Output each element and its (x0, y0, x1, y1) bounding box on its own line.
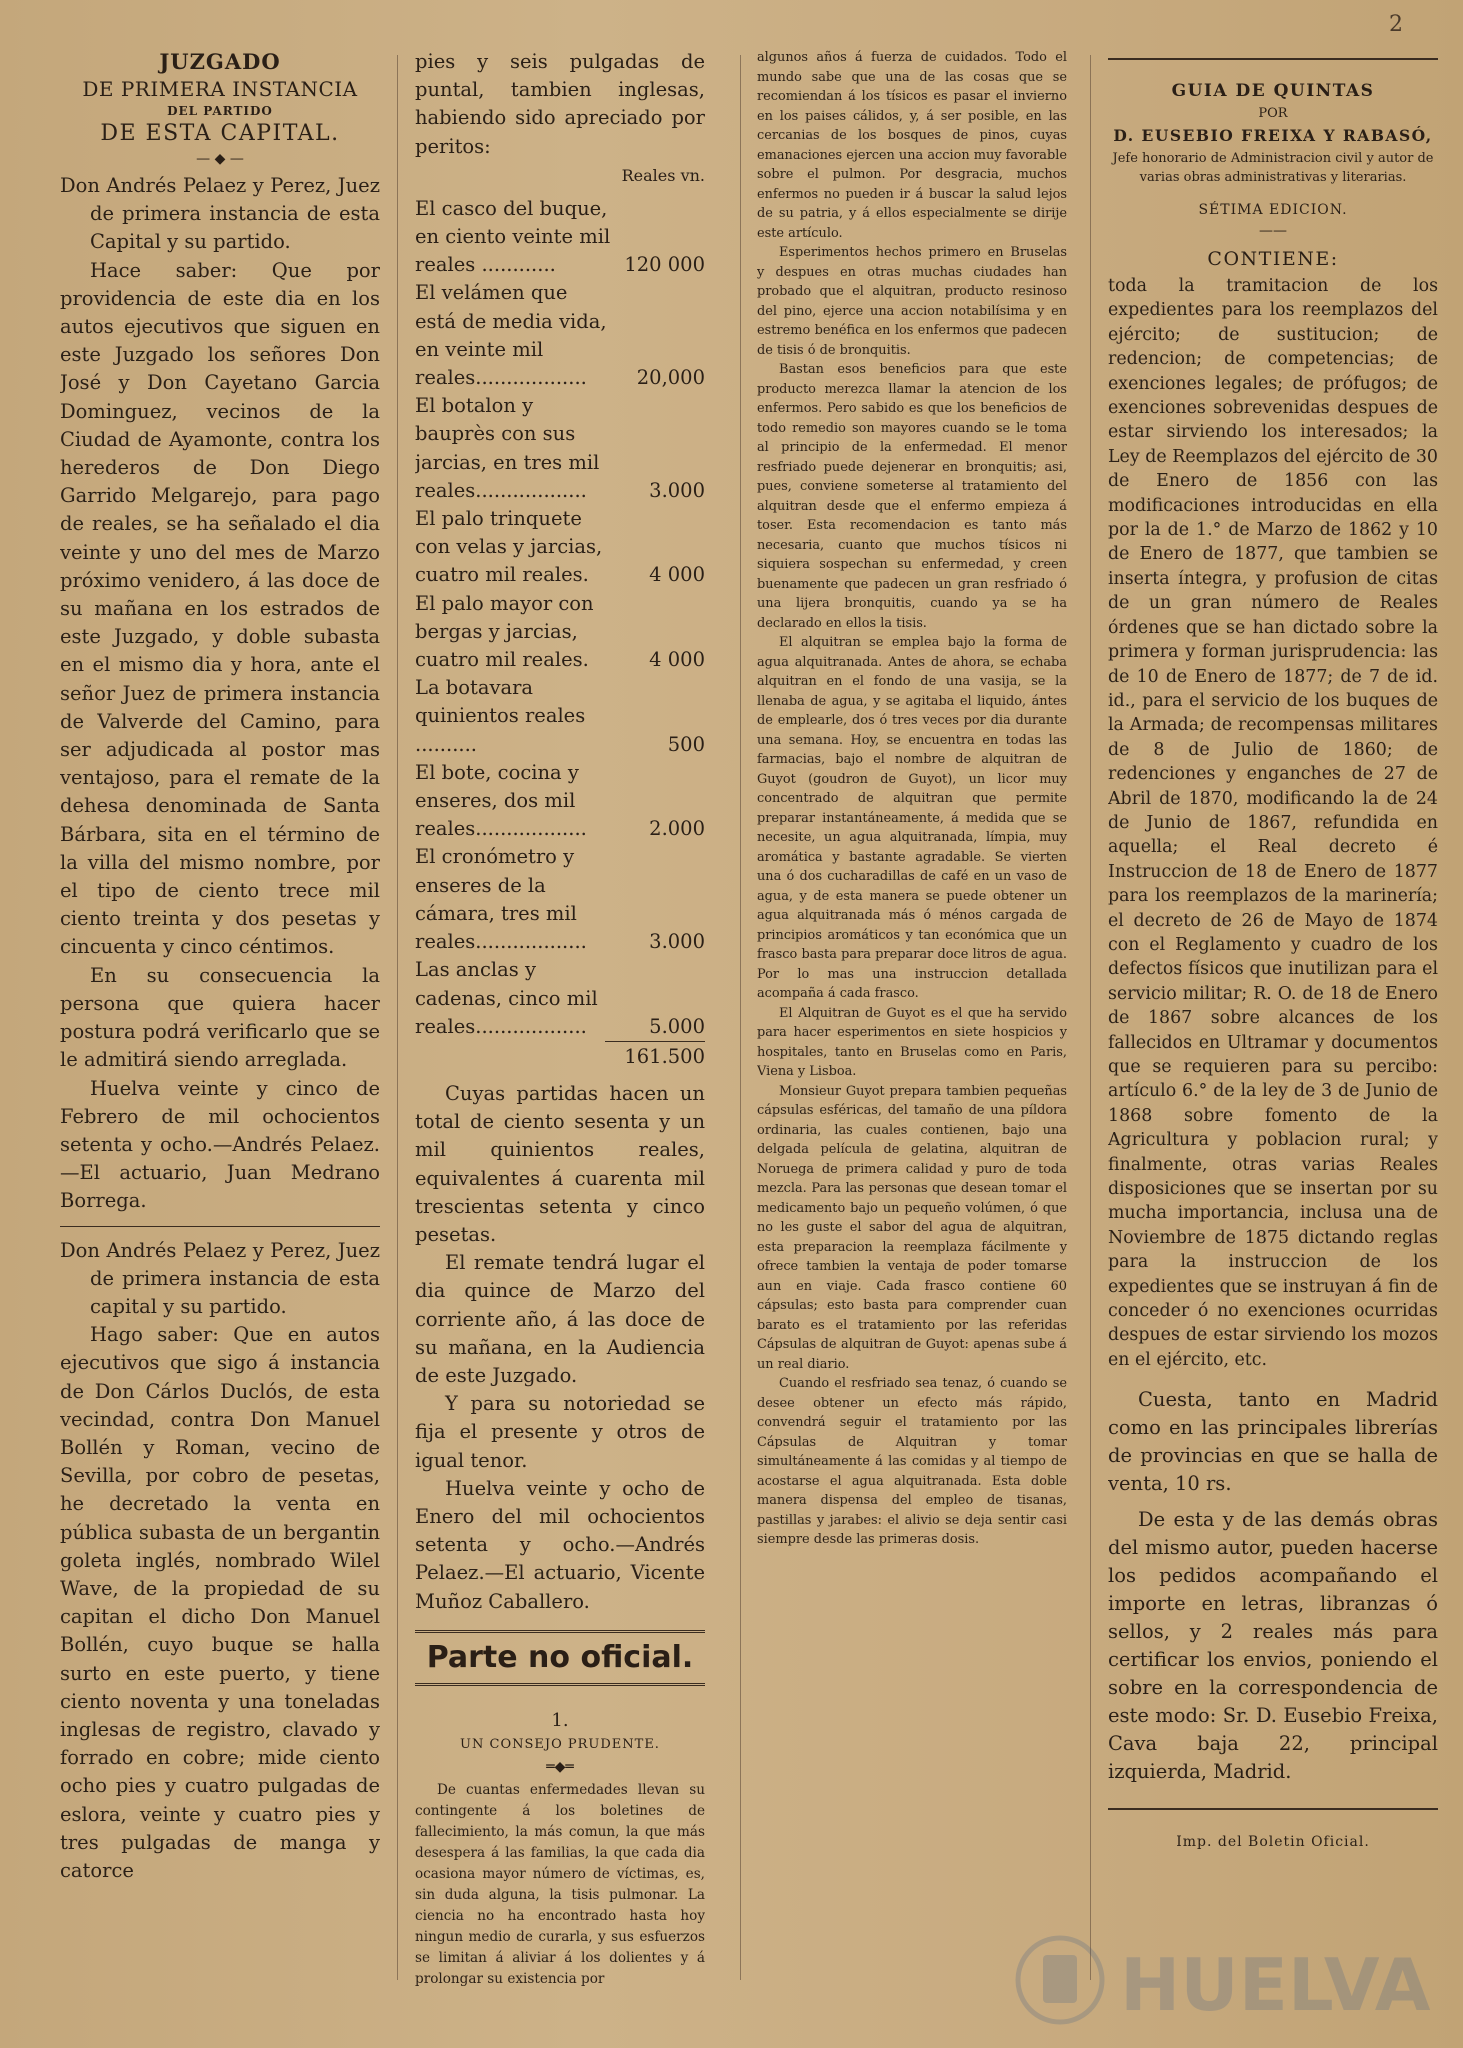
huelva-watermark (1015, 1925, 1455, 2035)
appraisal-item-amount: 20,000 (636, 366, 705, 390)
total-text: Cuyas partidas hacen un total de ciento sesenta y un mil quinientos reales, equivalentes á cuarenta mil trescientas setenta y cinco pesetas. (415, 1081, 705, 1246)
appraisal-item (415, 956, 705, 1041)
reales-header: Reales vn. (621, 165, 705, 185)
column-divider (1090, 55, 1091, 1980)
advert-body: toda la tramitacion de los expedientes para los reemplazos del ejército; de sustitucion; de redencion; de competencias; de exenciones legales; de prófugos; de exenciones sobrevenidas despues de estar sirviendo los interesados; la Ley de Reemplazos del ejército de 30 de Enero de 1856 con las modificaciones introducidas en ella por la de 1.° de Marzo de 1862 y 10 de Enero de 1877, que tambien se inserta íntegra, y profusion de citas de un gran número de Reales órdenes que se han dictado sobre la primera y forman jurisprudencia: las de 10 de Enero de 1877; de 7 de id. id., para el servicio de los buques de la Armada; de recompensas militares de 8 de Julio de 1860; de redenciones y enganches de 27 de Abril de 1870, modificando la de 24 de Junio de 1867, refundida en aquella; el Real decreto é Instruccion de 18 de Enero de 1877 para los reemplazos de la marinería; el decreto de 26 de Mayo de 1874 con el Reglamento y cuadro de los defectos físicos que inutilizan para el servicio militar; R. O. de 18 de Enero de 1867 sobre alcances de los fallecidos en Ultramar y documentos que se requieren para su percibo: artículo 6.° de la ley de 3 de Junio de 1868 sobre fomento de la Agricultura y poblacion rural; y finalmente, otras varias Reales disposiciones que se insertan por su mucha importancia, inclusa una de Noviembre de 1875 dictando reglas para la instruccion de los expedientes que se instruyan á fin de conceder ó no exenciones ocurridas despues de estar sirviendo los mozos en el ejército, etc. (1108, 276, 1438, 1370)
column-advert (1108, 58, 1438, 1850)
appraisal-list (415, 195, 705, 1041)
column-divider (397, 55, 398, 1980)
section-title: Parte no oficial. (415, 1630, 705, 1686)
advert-author-desc: Jefe honorario de Administracion civil y autor de varias obras administrativas y literarias. (1112, 151, 1434, 185)
appraisal-item-amount: 2.000 (649, 817, 705, 841)
article-paragraph: Bastan esos beneficios para que este producto merezca llamar la atencion de los enfermos. Pero sabido es que los beneficios de todo remedio son mayores cuando se le toma al principio de la enfermedad. El menor resfriado puede dejenerar en bronquitis; asi, pues, conviene someterse al tratamiento del alquitran desde que el enfermo empieza á toser. Esta recomendacion es tanto más necesaria, cuanto que muchos tísicos ni siquiera sospechan su enfermedad, y creen buenamente que padecen un gran resfriado ó una lijera bronquitis, cuando ya se ha declarado en ellos la tisis. (757, 362, 1067, 631)
column-subasta (415, 48, 705, 1990)
appraisal-item-amount: 3.000 (649, 478, 705, 502)
divider (60, 1226, 380, 1227)
article-title: UN CONSEJO PRUDENTE. (460, 1736, 660, 1752)
ornament: —— (1259, 223, 1287, 239)
appraisal-item (415, 759, 705, 844)
edict-body: Hace saber: Que por providencia de este dia en los autos ejecutivos que siguen en este Juzgado los señores Don José y Don Cayetano Garcia Dominguez, vecinos de la Ciudad de Ayamonte, contra los herederos de Don Diego Garrido Melgarejo, para pago de reales, se ha señalado el dia veinte y uno del mes de Marzo próximo venidero, á las doce de su mañana en los estrados de este Juzgado, y doble subasta en el mismo dia y hora, ante el señor Juez de primera instancia de Valverde del Camino, para ser adjudicada al postor mas ventajoso, para el remate de la dehesa denominada de Santa Bárbara, sita en el término de la villa del mismo nombre, por el tipo de ciento trece mil ciento treinta y dos pesetas y cincuenta y cinco céntimos. (60, 258, 380, 959)
article-paragraph: El Alquitran de Guyot es el que ha servido para hacer esperimentos en siete hospicios y hospitales, tanto en Bruselas como en Paris, Viena y Lisboa. (757, 1005, 1067, 1079)
article-number: 1. (551, 1709, 569, 1731)
appraisal-item-desc: El cronómetro y enseres de la cámara, tres mil reales.................. (415, 845, 587, 954)
ornament: — ◆ — (196, 151, 244, 167)
watermark-text: HUELVA (1120, 1943, 1431, 2027)
advert-author: D. EUSEBIO FREIXA Y RABASÓ, (1113, 126, 1433, 145)
appraisal-item (415, 195, 705, 280)
imprint: Imp. del Boletin Oficial. (1176, 1834, 1370, 1851)
appraisal-item-amount: 3.000 (649, 930, 705, 954)
article-paragraph: Esperimentos hechos primero en Bruselas y despues en otras muchas ciudades han probado que el alquitran, producto resinoso del pino, ejerce una accion notabilísima y en estremo benéfica en los enfermos que padecen de tisis ó de bronquitis. (757, 245, 1067, 358)
court-capital: DE ESTA CAPITAL. (100, 121, 340, 146)
ship-intro: pies y seis pulgadas de puntal, tambien inglesas, habiendo sido apreciado por peritos: (415, 50, 705, 158)
divider (1108, 58, 1438, 60)
appraisal-item-desc: El bote, cocina y enseres, dos mil reales.................. (415, 760, 587, 841)
ornament: ═◆═ (546, 1758, 574, 1775)
page-number: 2 (1389, 12, 1403, 37)
appraisal-item-amount: 4 000 (649, 648, 705, 672)
advert-por: POR (1258, 106, 1288, 121)
appraisal-item (415, 505, 705, 590)
appraisal-item-desc: El botalon y bauprès con sus jarcias, en tres mil reales.................. (415, 394, 600, 502)
appraisal-item-desc: Las anclas y cadenas, cinco mil reales.................. (415, 958, 598, 1038)
advert-title: GUIA DE QUINTAS (1171, 81, 1375, 101)
edict-consequence: En su consecuencia la persona que quiera hacer postura podrá verificarlo que se le admitirá siendo arreglada. (60, 963, 380, 1072)
appraisal-item (415, 674, 705, 759)
appraisal-item-desc: El palo mayor con bergas y jarcias, cuatro mil reales. (415, 591, 594, 672)
appraisal-item-amount: 5.000 (649, 1014, 705, 1038)
advert-orders: De esta y de las demás obras del mismo autor, pueden hacerse los pedidos acompañando el importe en letras, libranzas ó sellos, y 2 reales más para certificar los envios, poniendo el sobre en la correspondencia de este modo: Sr. D. Eusebio Freixa, Cava baja 22, principal izquierda, Madrid. (1108, 1508, 1438, 1784)
appraisal-item (415, 392, 705, 505)
advert-price: Cuesta, tanto en Madrid como en las principales librerías de provincias en que se halla de venta, 10 rs. (1108, 1388, 1438, 1496)
appraisal-item-amount: 120 000 (624, 253, 705, 277)
divider (1108, 1808, 1438, 1810)
article-paragraph: El alquitran se emplea bajo la forma de agua alquitranada. Antes de ahora, se echaba alquitran en el fondo de una vasija, se la llenaba de agua, y se agitaba el liquido, ántes de emplearle, dos ó tres veces por dia durante una semana. Hoy, se encuentra en todas las farmacias, bajo el nombre de alquitran de Guyot (goudron de Guyot), un licor muy concentrado de alquitran que permite preparar instantáneamente, á medida que se necesite, un agua alquitranada, límpia, muy aromática y bastante agradable. Se vierten una ó dos cucharadillas de café en un vaso de agua, y de esta manera se puede obtener un agua alquitranada más ó ménos cargada de principios aromáticos y tan económica que un frasco basta para preparar doce litros de agua. Por lo mas una instruccion detallada acompaña á cada frasco. (757, 635, 1067, 1001)
column-juzgado (60, 48, 380, 1885)
appraisal-item-desc: El casco del buque, en ciento veinte mil reales ............ (415, 196, 611, 277)
appraisal-item-amount: 500 (667, 732, 705, 756)
appraisal-item-desc: El palo trinquete con velas y jarcias, cuatro mil reales. (415, 507, 603, 587)
remate-text: El remate tendrá lugar el dia quince de Marzo del corriente año, á las doce de su mañana, en la Audiencia de este Juzgado. (415, 1251, 705, 1387)
appraisal-item-desc: La botavara quinientos reales .......... (415, 676, 586, 756)
edict-signature: Huelva veinte y cinco de Febrero de mil ochocientos setenta y ocho.—Andrés Pelaez.—El actuario, Juan Medrano Borrega. (60, 1076, 380, 1213)
advert-edition: SÉTIMA EDICION. (1198, 202, 1348, 218)
court-subheading: DE PRIMERA INSTANCIA (82, 77, 358, 101)
notoriedad-text: Y para su notoriedad se fija el presente y otros de igual tenor. (415, 1392, 705, 1472)
column-divider (740, 55, 741, 1980)
article-paragraph: algunos años á fuerza de cuidados. Todo el mundo sabe que una de las cosas que se recomiendan á los tísicos es pasar el invierno en los paises cálidos, y, á ser posible, en las cercanias de los bosques de pinos, cuyas emanaciones ejercen una accion muy favorable sobre el pulmon. Por desgracia, muchos enfermos no pueden ir á buscar la salud lejos de su patria, y á ellos especialmente se dirije este artículo. (757, 50, 1067, 241)
appraisal-item (415, 279, 705, 392)
advert-contiene: CONTIENE: (1207, 248, 1339, 270)
edict2-body: Hago saber: Que en autos ejecutivos que sigo á instancia de Don Cárlos Duclós, de esta vecindad, contra Don Manuel Bollén y Roman, vecino de Sevilla, por cobro de pesetas, he decretado la venta en pública subasta de un bergantin goleta inglés, nombrado Wilel Wave, de la propiedad de su capitan el dicho Don Manuel Bollén, cuyo buque se halla surto en este puerto, y tiene ciento noventa y una toneladas inglesas de registro, clavado y forrado en cobre; mide ciento ocho pies y cuatro pulgadas de eslora, veinte y cuatro pies y tres pulgadas de manga y catorce (60, 1323, 380, 1882)
article-paragraph: Monsieur Guyot prepara tambien pequeñas cápsulas esféricas, del tamaño de una píldora ordinaria, las cuales contienen, bajo una delgada película de gelatina, alquitran de Noruega de primera calidad y puro de toda mezcla. Para las personas que desean tomar el medicamento bajo un pequeño volúmen, ó que no les guste el sabor del agua de alquitran, esta preparacion la reemplaza fácilmente y ofrece tambien la ventaja de poder tomarse aun en viaje. Cada frasco contiene 60 cápsulas; esto basta para comprender cuan barato es el tratamiento por las referidas Cápsulas de alquitran de Guyot: apenas sube á un real diario. (757, 1083, 1067, 1372)
appraisal-item (415, 590, 705, 675)
article-paragraph: Cuando el resfriado sea tenaz, ó cuando se desee obtener un efecto más rápido, convendrá seguir el tratamiento por las Cápsulas de Alquitran y tomar simultáneamente á las comidas y al tiempo de acostarse el agua alquitranada. Esta doble manera dispensa del empleo de tisanas, pastillas y jarabes: el alivio se deja sentir casi siempre desde las primeras dosis. (757, 1376, 1067, 1547)
appraisal-item (415, 843, 705, 956)
article-paragraph: De cuantas enfermedades llevan su contingente á los boletines de fallecimiento, la más comun, la que más desespera á las familias, la que cada dia ocasiona mayor número de víctimas, es, sin duda alguna, la tisis pulmonar. La ciencia no ha encontrado hasta hoy ningun medio de curarla, y sus esfuerzos se limitan á aliviar á los dolientes y á prolongar su existencia por (415, 1781, 705, 1987)
edict2-intro: Don Andrés Pelaez y Perez, Juez de primera instancia de esta capital y su partido. (60, 1238, 380, 1318)
appraisal-item-amount: 4 000 (649, 563, 705, 587)
edict2-signature: Huelva veinte y ocho de Enero del mil ochocientos setenta y ocho.—Andrés Pelaez.—El actuario, Vicente Muñoz Caballero. (415, 1476, 705, 1613)
edict-intro: Don Andrés Pelaez y Perez, Juez de primera instancia de esta Capital y su partido. (60, 174, 380, 254)
court-heading: JUZGADO (159, 49, 281, 74)
court-partido: DEL PARTIDO (167, 104, 273, 118)
column-article (757, 48, 1067, 1550)
appraisal-item-desc: El velámen que está de media vida, en veinte mil reales.................. (415, 281, 607, 390)
appraisal-total: 161.500 (605, 1041, 705, 1072)
